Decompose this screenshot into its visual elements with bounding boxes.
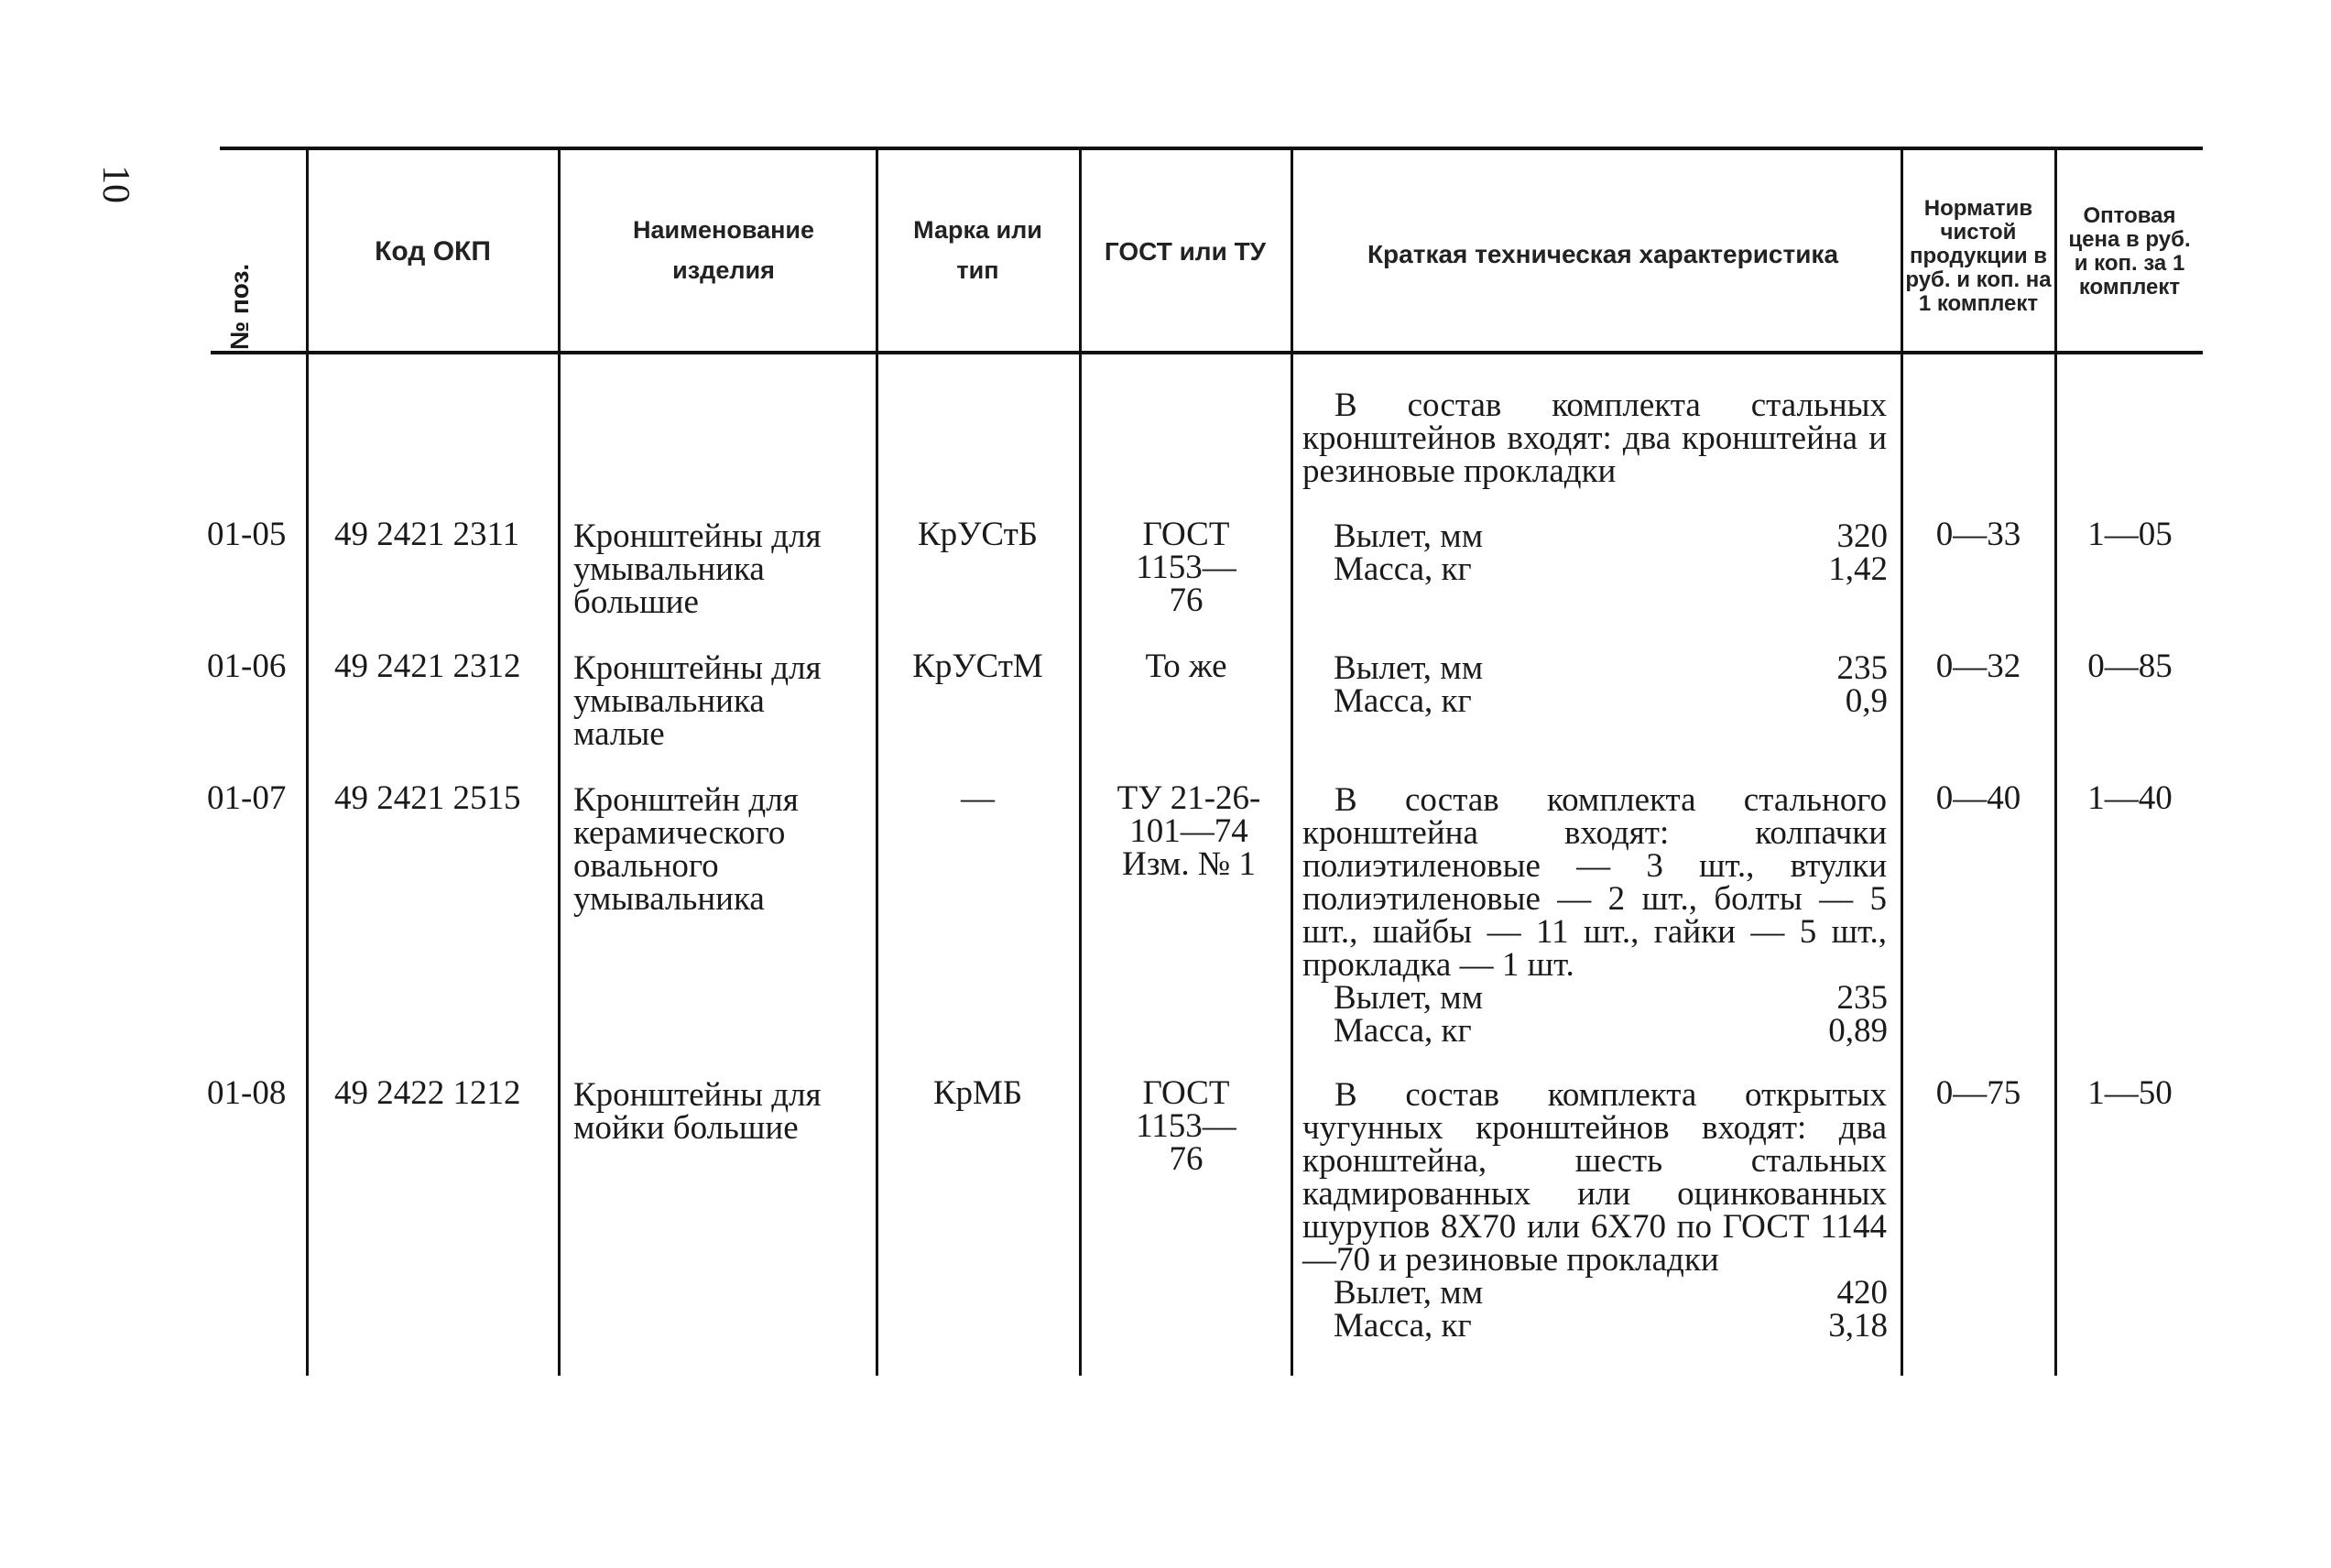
page-number: 10 — [94, 165, 136, 203]
column-divider — [1291, 148, 1293, 1376]
table-row-pos: 01-07 — [207, 779, 287, 817]
table-row-note: В состав комплекта стального кронштейна входят: колпачки полиэтиленовые — 3 шт., втулки полиэтиленовые — 2 шт., болты — 5 шт., шайбы — 11 шт., гайки — 5 шт., прокладка — 1 шт. — [1302, 781, 1887, 984]
table-row-price: 1—40 — [2087, 779, 2173, 817]
spec-label: Масса, кг — [1334, 1012, 1472, 1050]
spec-value: 1,42 — [1828, 550, 1888, 588]
table-row-mark: КрУСтМ — [912, 648, 1043, 685]
table-row-mark: КрМБ — [932, 1074, 1023, 1112]
table-row-norm: 0—32 — [1935, 648, 2021, 685]
spec-line — [1334, 517, 1888, 555]
spec-line — [1334, 979, 1888, 1017]
header-okp: Код ОКП — [375, 236, 491, 267]
spec-label: Вылет, мм — [1334, 979, 1484, 1017]
spec-label: Вылет, мм — [1334, 649, 1484, 687]
column-divider — [306, 148, 309, 1376]
header-bottom-rule — [211, 351, 2203, 354]
table-row-norm: 0—75 — [1935, 1074, 2021, 1112]
column-divider — [2054, 148, 2057, 1376]
table-row-okp: 49 2421 2311 — [334, 516, 520, 553]
spec-label: Масса, кг — [1334, 550, 1472, 588]
spec-label: Масса, кг — [1334, 682, 1472, 720]
table-row-norm: 0—40 — [1935, 779, 2021, 817]
table-row-name: Кронштейны для умывальника большие — [573, 517, 822, 621]
table-row-pos: 01-05 — [207, 516, 287, 553]
table-row-mark: — — [961, 779, 995, 817]
header-price: Оптовая цена в руб. и коп. за 1 комплект — [2068, 203, 2191, 299]
spec-value: 3,18 — [1828, 1307, 1888, 1345]
spec-label: Вылет, мм — [1334, 517, 1484, 555]
header-spec: Краткая техническая характеристика — [1367, 239, 1839, 268]
spec-label: Масса, кг — [1334, 1307, 1472, 1345]
spec-line — [1334, 1012, 1888, 1050]
table-row-okp: 49 2422 1212 — [334, 1074, 521, 1112]
column-divider — [1079, 148, 1082, 1376]
table-row-note: В состав комплекта открытых чугунных кронштейнов входят: два кронштейна, шесть стальных кадмированных или оцинкованных шурупов 8Х70 или 6Х70 по ГОСТ 1144—70 и резиновые прокладки — [1302, 1076, 1887, 1279]
table-row-price: 1—05 — [2087, 516, 2173, 553]
column-divider — [876, 148, 878, 1376]
column-divider — [1901, 148, 1903, 1376]
table-row-gost: То же — [1145, 648, 1227, 685]
table-row-name: Кронштейны для мойки большие — [573, 1076, 822, 1147]
column-divider — [558, 148, 561, 1376]
table-row-name: Кронштейн для керамического овального умывальника — [573, 781, 799, 918]
intro-note: В состав комплекта стальных кронштейнов входят: два кронштейна и резиновые прокладки — [1302, 387, 1887, 490]
spec-line — [1334, 649, 1888, 687]
spec-line — [1334, 1307, 1888, 1345]
table-row-pos: 01-06 — [207, 648, 287, 685]
table-row-price: 1—50 — [2087, 1074, 2173, 1112]
header-gost: ГОСТ или ТУ — [1104, 237, 1267, 266]
spec-value: 320 — [1836, 517, 1888, 555]
header-mark: Марка или тип — [913, 215, 1042, 284]
spec-line — [1334, 682, 1888, 720]
header-name: Наименование изделия — [632, 215, 815, 284]
spec-value: 0,9 — [1845, 682, 1888, 720]
table-row-norm: 0—33 — [1935, 516, 2021, 553]
spec-value: 235 — [1836, 649, 1888, 687]
table-top-rule — [220, 147, 2203, 150]
spec-value: 420 — [1836, 1274, 1888, 1312]
spec-line — [1334, 1274, 1888, 1312]
table-row-okp: 49 2421 2312 — [334, 648, 521, 685]
spec-value: 235 — [1836, 979, 1888, 1017]
table-row-gost: ТУ 21-26-101—74 Изм. № 1 — [1116, 779, 1261, 883]
table-row-pos: 01-08 — [207, 1074, 287, 1112]
table-row-mark: КрУСтБ — [918, 516, 1038, 553]
table-row-gost: ГОСТ 1153—76 — [1136, 516, 1236, 619]
spec-line — [1334, 550, 1888, 588]
table-row-gost: ГОСТ 1153—76 — [1136, 1074, 1236, 1178]
spec-value: 0,89 — [1828, 1012, 1888, 1050]
header-pos-label: № поз. — [225, 263, 254, 351]
table-row-price: 0—85 — [2087, 648, 2173, 685]
table-row-name: Кронштейны для умывальника малые — [573, 649, 822, 753]
header-norm: Норматив чистой продукции в руб. и коп. на 1 комплект — [1905, 196, 2052, 316]
table-row-okp: 49 2421 2515 — [334, 779, 521, 817]
spec-label: Вылет, мм — [1334, 1274, 1484, 1312]
